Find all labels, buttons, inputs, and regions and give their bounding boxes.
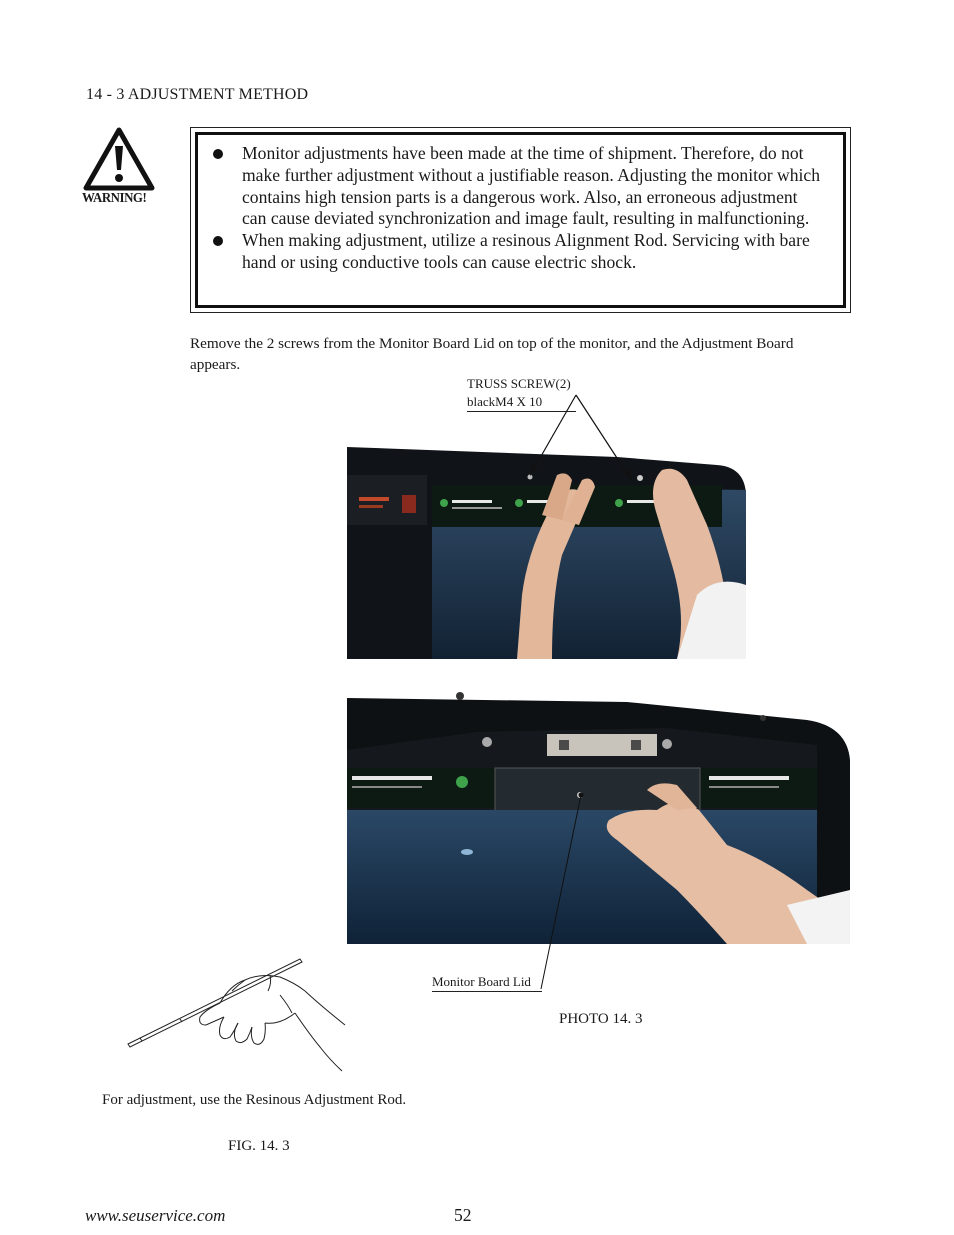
warning-triangle-icon — [82, 126, 156, 192]
truss-screw-spec-label: blackM4 X 10 — [467, 394, 543, 409]
instruction-paragraph: Remove the 2 screws from the Monitor Board Lid on top of the monitor, and the Adjustment Board appears. — [190, 335, 794, 373]
figure-caption: FIG. 14. 3 — [228, 1138, 290, 1154]
monitor-board-lid-label: Monitor Board Lid — [432, 974, 531, 989]
page-number: 52 — [454, 1205, 472, 1225]
warning-bullet — [213, 143, 823, 230]
warning-bullet — [213, 230, 823, 274]
photo-caption: PHOTO 14. 3 — [559, 1011, 643, 1027]
section-header: 14 - 3 ADJUSTMENT METHOD — [86, 86, 309, 103]
bullet-icon — [213, 149, 223, 159]
truss-screw-label: TRUSS SCREW(2) — [467, 376, 571, 391]
lid-callout-line — [535, 785, 595, 995]
warning-label: WARNING! — [82, 191, 147, 206]
label-underline — [432, 991, 542, 992]
adjustment-rod-illustration — [120, 955, 360, 1075]
warning-bullet-text: Monitor adjustments have been made at the time of shipment. Therefore, do not make further adjustment without a justifiable reason. Adjusting the monitor which contains high tension parts is a dangerous work. Also, an erroneous adjustment can cause deviated synchronization and image fault, resulting in malfunctioning. — [242, 143, 821, 229]
warning-bullet-text: When making adjustment, utilize a resinous Alignment Rod. Servicing with bare hand or using conductive tools can cause electric shock. — [242, 230, 810, 272]
warning-bullets — [213, 143, 823, 274]
figure-description: For adjustment, use the Resinous Adjustment Rod. — [102, 1092, 407, 1108]
footer-website: www.seuservice.com — [85, 1206, 226, 1225]
screw-callout-arrows — [520, 392, 640, 482]
photo-monitor-board-lid — [347, 690, 850, 944]
bullet-icon — [213, 236, 223, 246]
